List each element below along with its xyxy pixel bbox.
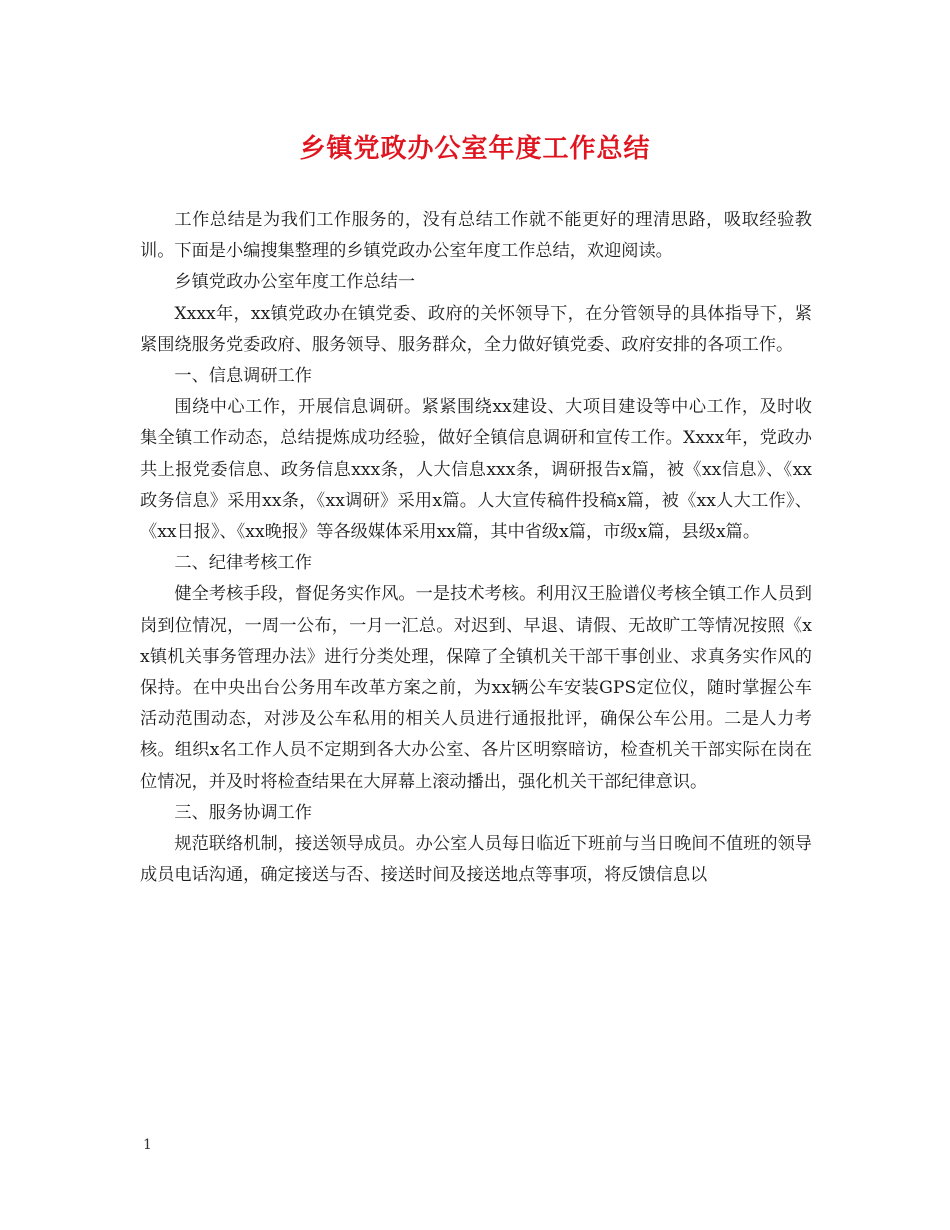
paragraph-intro: 工作总结是为我们工作服务的，没有总结工作就不能更好的理清思路，吸取经验教训。下面是小编搜集整理的乡镇党政办公室年度工作总结，欢迎阅读。 <box>140 210 812 262</box>
section-heading-summary-one: 乡镇党政办公室年度工作总结一 <box>174 272 416 293</box>
section-heading-discipline-assessment: 二、纪律考核工作 <box>174 553 312 574</box>
section-heading-information-research: 一、信息调研工作 <box>174 366 312 387</box>
paragraph-information-research: 围绕中心工作，开展信息调研。紧紧围绕xx建设、大项目建设等中心工作，及时收集全镇工作动态，总结提炼成功经验，做好全镇信息调研和宣传工作。Xxxx年，党政办共上报党委信息、政务信息xxx条，人大信息xxx条，调研报告x篇，被《xx信息》、《xx政务信息》采用xx条，《xx调研》采用x篇。人大宣传稿件投稿x篇，被《xx人大工作》、《xx日报》、《xx晚报》等各级媒体采用xx篇，其中省级x篇，市级x篇，县级x篇。 <box>140 397 812 543</box>
page-number: 1 <box>143 1137 152 1153</box>
document-body <box>140 205 812 891</box>
document-title: 乡镇党政办公室年度工作总结 <box>299 134 651 164</box>
paragraph-service-coordination: 规范联络机制，接送领导成员。办公室人员每日临近下班前与当日晚间不值班的领导成员电话沟通，确定接送与否、接送时间及接送地点等事项，将反馈信息以 <box>140 834 812 886</box>
paragraph-overview: Xxxx年，xx镇党政办在镇党委、政府的关怀领导下，在分管领导的具体指导下，紧紧围绕服务党委政府、服务领导、服务群众，全力做好镇党委、政府安排的各项工作。 <box>140 303 812 355</box>
section-heading-service-coordination: 三、服务协调工作 <box>174 802 312 823</box>
paragraph-discipline-assessment: 健全考核手段，督促务实作风。一是技术考核。利用汉王脸谱仪考核全镇工作人员到岗到位情况，一周一公布，一月一汇总。对迟到、早退、请假、无故旷工等情况按照《xx镇机关事务管理办法》进行分类处理，保障了全镇机关干部干事创业、求真务实作风的保持。在中央出台公务用车改革方案之前，为xx辆公车安装GPS定位仪，随时掌握公车活动范围动态，对涉及公车私用的相关人员进行通报批评，确保公车公用。二是人力考核。组织x名工作人员不定期到各大办公室、各片区明察暗访，检查机关干部实际在岗在位情况，并及时将检查结果在大屏幕上滚动播出，强化机关干部纪律意识。 <box>140 584 812 792</box>
